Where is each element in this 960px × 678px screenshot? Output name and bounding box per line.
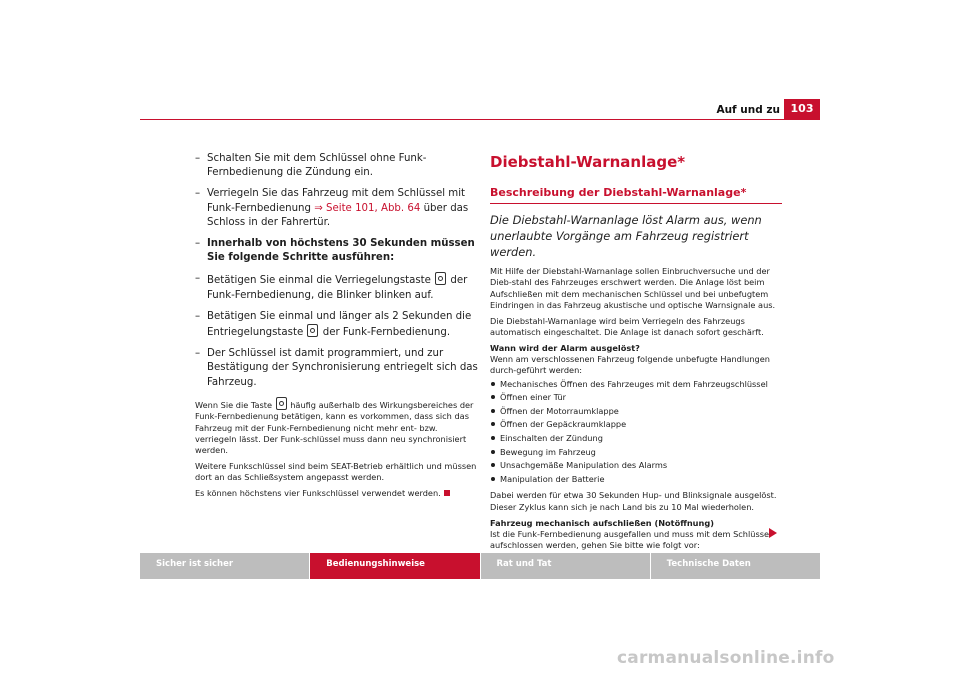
- paragraph: Mit Hilfe der Diebstahl-Warnanlage sollen Einbruchversuche und der Dieb-stahl des Fahrzeuges erschwert werden. Die Anlage löst beim Aufschließen mit dem mechanischen Schlüssel und bei unbefugtem Eindringen in das Fahrzeug akustische und optische Warnsignale aus.: [490, 266, 776, 310]
- unlock-key-icon: [307, 324, 318, 337]
- step-item: [195, 347, 480, 390]
- footer-tab-technik[interactable]: Technische Daten: [651, 553, 820, 579]
- continue-arrow-icon[interactable]: [769, 528, 777, 538]
- step-item: [195, 310, 480, 341]
- page-number: 103: [784, 99, 820, 119]
- step-text: Betätigen Sie einmal und länger als 2 Sekunden die Entriegelungstaste: [207, 310, 472, 339]
- body-text: [490, 266, 782, 551]
- step-text: Betätigen Sie einmal die Verriegelungstaste: [207, 275, 435, 287]
- step-item: [195, 152, 480, 181]
- step-text: der Funk-Fernbedienung, die Blinker blinken auf.: [207, 275, 468, 301]
- paragraph: Wenn am verschlossenen Fahrzeug folgende unbefugte Handlungen durch-geführt werden:: [490, 354, 770, 376]
- header-rule: [140, 119, 820, 120]
- end-marker-icon: [444, 490, 450, 496]
- header-title: Auf und zu: [716, 104, 780, 116]
- list-item: Öffnen der Gepäckraumklappe: [490, 418, 782, 432]
- step-text: der Funk-Fernbedienung.: [319, 327, 451, 339]
- step-text: Schalten Sie mit dem Schlüssel ohne Funk-Fernbedienung die Zündung ein.: [207, 153, 427, 179]
- dash-marker: –: [195, 153, 201, 164]
- footer-tab-rat[interactable]: Rat und Tat: [481, 553, 651, 579]
- watermark-text: carmanualsonline.info: [617, 648, 835, 668]
- trigger-list: [490, 378, 782, 487]
- paragraph-heading: Wann wird der Alarm ausgelöst?: [490, 342, 640, 353]
- list-item: Öffnen einer Tür: [490, 391, 782, 405]
- intro-text: Die Diebstahl-Warnanlage löst Alarm aus, wenn unerlaubte Vorgänge am Fahrzeug registriert werden.: [490, 213, 762, 259]
- paragraph: Dabei werden für etwa 30 Sekunden Hup- und Blinksignale ausgelöst. Dieser Zyklus kann sich je nach Land bis zu 10 Mal wiederholen.: [490, 490, 777, 512]
- list-item: Mechanisches Öffnen des Fahrzeuges mit dem Fahrzeugschlüssel: [490, 378, 782, 392]
- dash-marker: –: [195, 188, 201, 200]
- lock-key-icon: [435, 272, 446, 285]
- note-text: Wenn Sie die Taste: [195, 399, 275, 410]
- list-item: Öffnen der Motorraumklappe: [490, 405, 782, 419]
- note-text: häufig außerhalb des Wirkungsbereiches der Funk-Fernbedienung betätigen, kann es vorkommen, dass sich das Fahrzeug mit der Funk-Fernbedienung nicht mehr ent- bzw. verriegeln lässt. Der Funk-schlüssel muss dann neu synchronisiert werden.: [195, 399, 474, 456]
- key-button-icon: [276, 397, 287, 410]
- paragraph-heading: Fahrzeug mechanisch aufschließen (Notöffnung): [490, 517, 714, 528]
- subsection-rule: [490, 203, 782, 204]
- section-title: Diebstahl-Warnanlage*: [490, 153, 686, 171]
- paragraph: Ist die Funk-Fernbedienung ausgefallen und muss mit dem Schlüssel aufschlossen werden, gehen Sie bitte wie folgt vor:: [490, 528, 772, 551]
- dash-marker: –: [195, 347, 201, 359]
- note-text: Es können höchstens vier Funkschlüssel verwendet werden.: [195, 487, 441, 498]
- footer-tab-sicher[interactable]: Sicher ist sicher: [140, 553, 310, 579]
- page-reference-link[interactable]: Seite 101, Abb. 64: [326, 202, 421, 214]
- step-text: Der Schlüssel ist damit programmiert, und zur Bestätigung der Synchronisierung entriegelt sich das Fahrzeug.: [207, 347, 478, 388]
- list-item: Bewegung im Fahrzeug: [490, 446, 782, 460]
- right-column: [490, 152, 782, 556]
- paragraph: Die Diebstahl-Warnanlage wird beim Verriegeln des Fahrzeugs automatisch eingeschaltet. Die Anlage ist danach sofort geschärft.: [490, 315, 764, 337]
- step-text: über das Schloss in der Fahrertür.: [207, 202, 469, 229]
- note-paragraph: [195, 488, 480, 499]
- list-item: Unsachgemäße Manipulation des Alarms: [490, 459, 782, 473]
- left-column: [195, 152, 480, 503]
- note-paragraph: Weitere Funkschlüssel sind beim SEAT-Betrieb erhältlich und müssen dort an das Schließsystem angepasst werden.: [195, 460, 477, 483]
- footer-tab-bedienung[interactable]: Bedienungshinweise: [310, 553, 480, 579]
- dash-marker: –: [195, 238, 201, 250]
- step-item: [195, 187, 480, 230]
- arrow-icon: ⇒: [314, 202, 323, 214]
- subsection-title: Beschreibung der Diebstahl-Warnanlage*: [490, 186, 747, 199]
- step-text-bold: Innerhalb von höchstens 30 Sekunden müssen Sie folgende Schritte ausführen:: [207, 238, 475, 264]
- note-block: [195, 397, 480, 499]
- dash-marker: –: [195, 273, 201, 285]
- step-item: [195, 237, 480, 266]
- list-item: Manipulation der Batterie: [490, 473, 782, 487]
- step-text: Verriegeln Sie das Fahrzeug mit dem Schlüssel mit Funk-Fernbedienung: [207, 188, 466, 214]
- step-item: [195, 272, 480, 303]
- list-item: Einschalten der Zündung: [490, 432, 782, 446]
- note-paragraph: [195, 397, 480, 457]
- dash-marker: –: [195, 310, 201, 322]
- footer-nav: [140, 553, 820, 579]
